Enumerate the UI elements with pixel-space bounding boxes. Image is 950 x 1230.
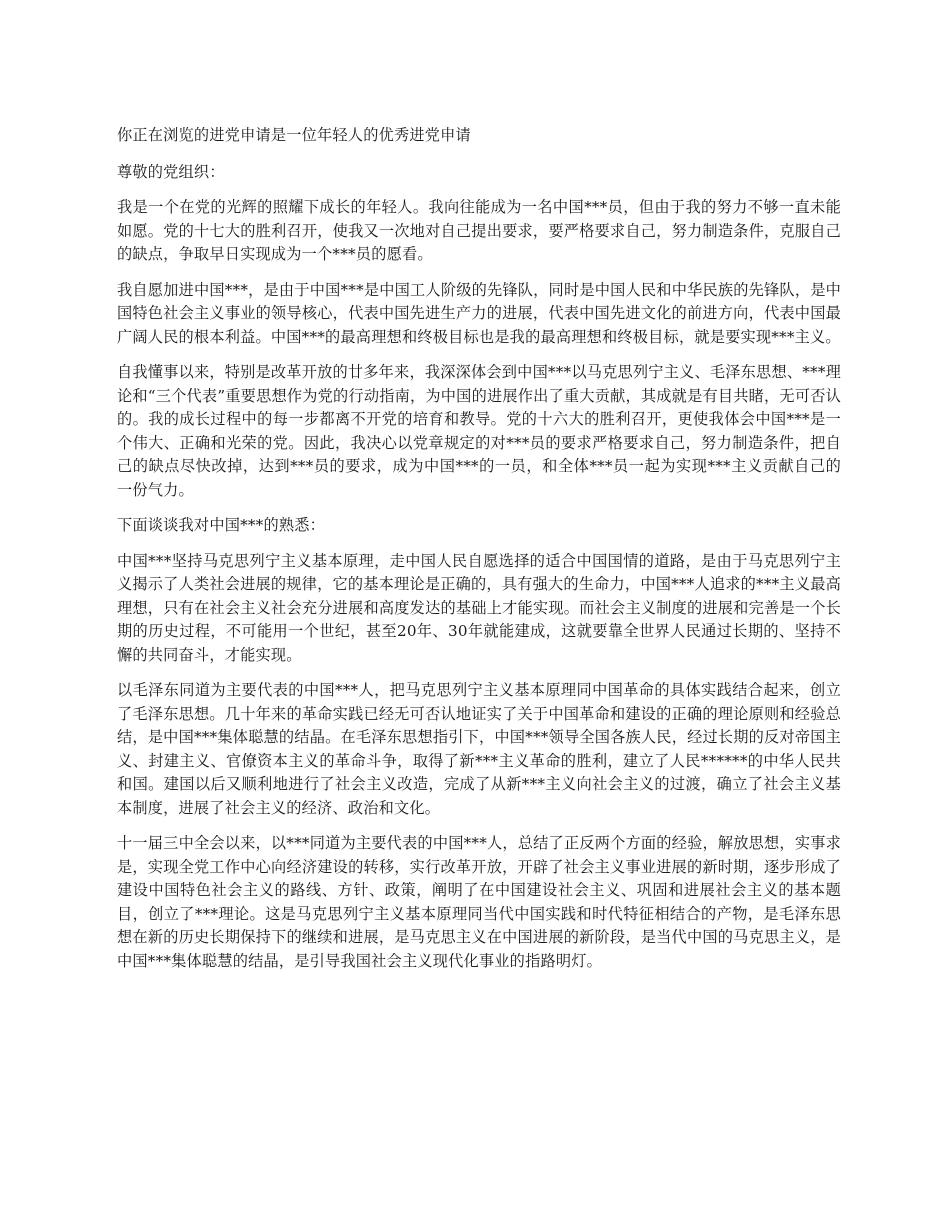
paragraph-5: 中国***坚持马克思列宁主义基本原理，走中国人民自愿选择的适合中国国情的道路，是由于马克思列宁主义揭示了人类社会进展的规律，它的基本理论是正确的，具有强大的生命力，中国***人追求的***主义最高理想，只有在社会主义社会充分进展和高度发达的基础上才能实现。而社会主义制度的进展和完善是一个长期的历史过程，不可能用一个世纪，甚至20年、30年就能建成，这就要靠全世界人民通过长期的、坚持不懈的共同奋斗，才能实现。	[117, 551, 841, 664]
document-page	[117, 124, 841, 985]
paragraph-1: 我是一个在党的光辉的照耀下成长的年轻人。我向往能成为一名中国***员，但由于我的努力不够一直未能如愿。党的十七大的胜利召开，使我又一次地对自己提出要求，要严格要求自己，努力制造条件，克服自己的缺点，争取早日实现成为一个***员的愿看。	[117, 198, 841, 263]
paragraph-7: 十一届三中全会以来，以***同道为主要代表的中国***人，总结了正反两个方面的经验，解放思想，实事求是，实现全党工作中心向经济建设的转移，实行改革开放，开辟了社会主义事业进展的新时期，逐步形成了建设中国特色社会主义的路线、方针、政策，阐明了在中国建设社会主义、巩固和进展社会主义的基本题目，创立了***理论。这是马克思列宁主义基本原理同当代中国实践和时代特征相结合的产物，是毛泽东思想在新的历史长期保持下的继续和进展，是马克思主义在中国进展的新阶段，是当代中国的马克思主义，是中国***集体聪慧的结晶，是引导我国社会主义现代化事业的指路明灯。	[117, 834, 841, 970]
paragraph-6: 以毛泽东同道为主要代表的中国***人，把马克思列宁主义基本原理同中国革命的具体实践结合起来，创立了毛泽东思想。几十年来的革命实践已经无可否认地证实了关于中国革命和建设的正确的理论原则和经验总结，是中国***集体聪慧的结晶。在毛泽东思想指引下，中国***领导全国各族人民，经过长期的反对帝国主义、封建主义、官僚资本主义的革命斗争，取得了新***主义革命的胜利，建立了人民******的中华人民共和国。建国以后又顺利地进行了社会主义改造，完成了从新***主义向社会主义的过渡，确立了社会主义基本制度，进展了社会主义的经济、政治和文化。	[117, 681, 841, 817]
paragraph-3: 自我懂事以来，特别是改革开放的廿多年来，我深深体会到中国***以马克思列宁主义、毛泽东思想、***理论和“三个代表”重要思想作为党的行动指南，为中国的进展作出了重大贡献，其成就是有目共睹，无可否认的。我的成长过程中的每一步都离不开党的培育和教导。党的十六大的胜利召开，更使我体会中国***是一个伟大、正确和光荣的党。因此，我决心以党章规定的对***员的要求严格要求自己，努力制造条件，把自己的缺点尽快改掉，达到***员的要求，成为中国***的一员，和全体***员一起为实现***主义贡献自己的一份气力。	[117, 363, 841, 499]
document-title: 你正在浏览的进党申请是一位年轻人的优秀进党申请	[117, 126, 471, 144]
paragraph-4: 下面谈谈我对中国***的熟悉：	[117, 516, 326, 534]
salutation: 尊敬的党组织：	[117, 162, 225, 181]
paragraph-2: 我自愿加进中国***，是由于中国***是中国工人阶级的先锋队，同时是中国人民和中华民族的先锋队，是中国特色社会主义事业的领导核心，代表中国先进生产力的进展，代表中国先进文化的前进方向，代表中国最广阔人民的根本利益。中国***的最高理想和终极目标也是我的最高理想和终极目标，就是要实现***主义。	[117, 280, 841, 346]
